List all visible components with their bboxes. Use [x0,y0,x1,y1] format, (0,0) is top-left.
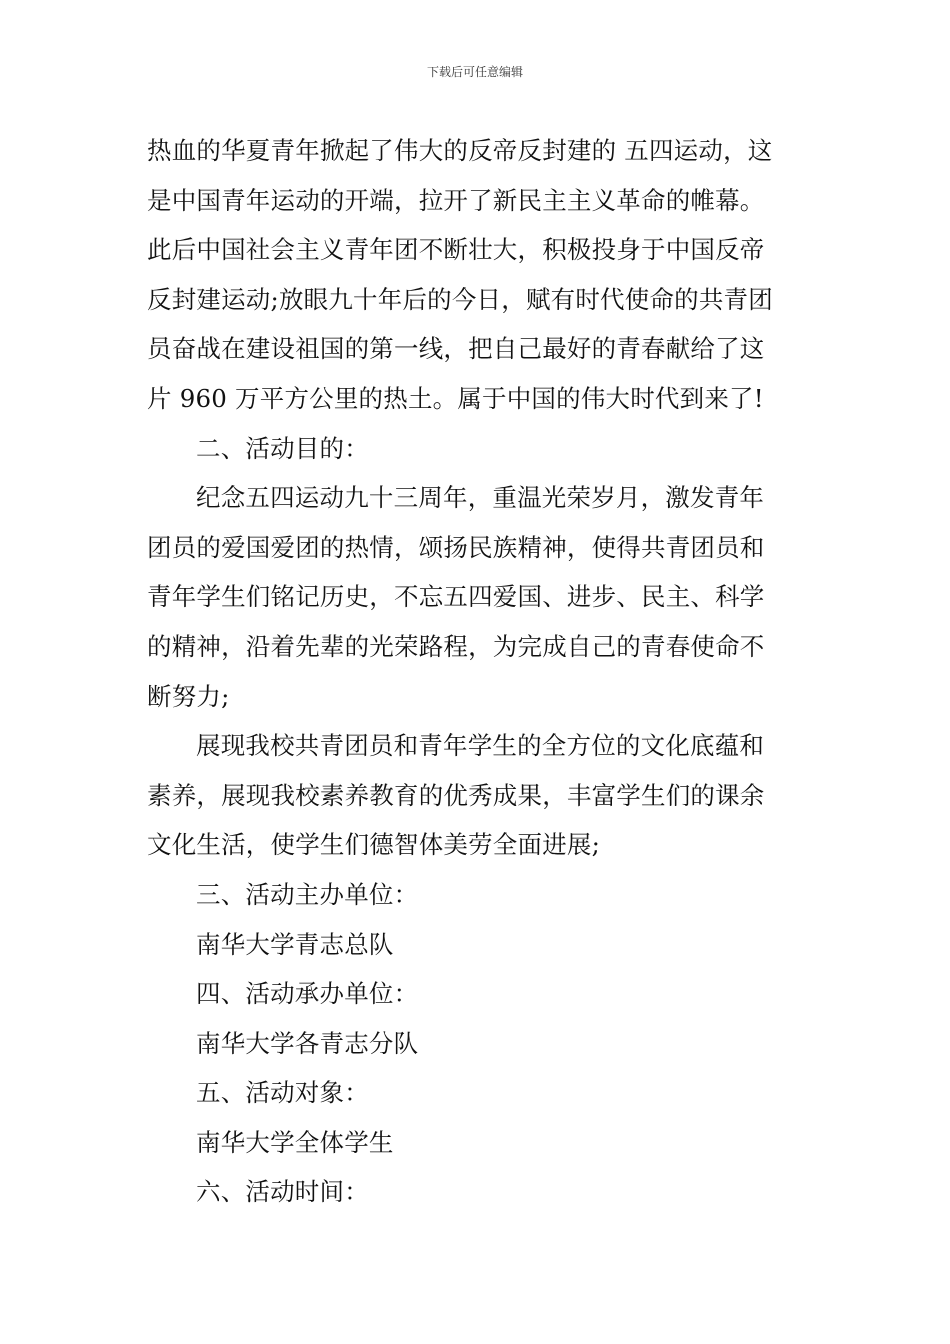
section-heading-time [147,1167,809,1217]
paragraph-showcase [147,721,809,870]
text-line: 团员的爱国爱团的热情，颂扬民族精神，使得共青团员和 [147,532,765,562]
section-heading: 三、活动主办单位： [196,879,419,909]
text-line: 南华大学各青志分队 [196,1028,419,1058]
text-line: 员奋战在建设祖国的第一线，把自己最好的青春献给了这 [147,334,765,364]
co-organizer-value [147,1019,809,1069]
text-line: 南华大学青志总队 [196,929,394,959]
text-line: 片 960 万平方公里的热土。属于中国的伟大时代到来了! [147,383,764,413]
section-heading: 六、活动时间： [196,1177,369,1207]
section-heading-audience [147,1068,809,1118]
section-heading: 四、活动承办单位： [196,979,419,1009]
document-body [147,126,809,1217]
text-line: 的精神，沿着先辈的光荣路程，为完成自己的青春使命不 [147,631,765,661]
text-line: 展现我校共青团员和青年学生的全方位的文化底蕴和 [196,731,765,761]
audience-value [147,1118,809,1168]
text-line: 是中国青年运动的开端，拉开了新民主主义革命的帷幕。 [147,185,765,215]
text-line: 反封建运动;放眼九十年后的今日，赋有时代使命的共青团 [147,284,773,314]
organizer-value [147,920,809,970]
text-line: 青年学生们铭记历史，不忘五四爱国、进步、民主、科学 [147,582,765,612]
text-line: 南华大学全体学生 [196,1127,394,1157]
paragraph-background [147,126,809,424]
text-line: 文化生活，使学生们德智体美劳全面进展; [147,830,601,860]
section-heading-purpose [147,424,809,474]
section-heading: 二、活动目的： [196,433,369,463]
text-line: 素养，展现我校素养教育的优秀成果，丰富学生们的课余 [147,780,765,810]
text-line: 纪念五四运动九十三周年，重温光荣岁月，激发青年 [196,483,765,513]
section-heading-organizer [147,870,809,920]
section-heading-co-organizer [147,969,809,1019]
page-header: 下载后可任意编辑 [426,65,523,79]
text-line: 断努力; [147,681,230,711]
text-line: 热血的华夏青年掀起了伟大的反帝反封建的 五四运动，这 [147,136,773,165]
section-heading: 五、活动对象： [196,1078,369,1108]
text-line: 此后中国社会主义青年团不断壮大，积极投身于中国反帝 [147,235,765,265]
paragraph-purpose [147,473,809,721]
